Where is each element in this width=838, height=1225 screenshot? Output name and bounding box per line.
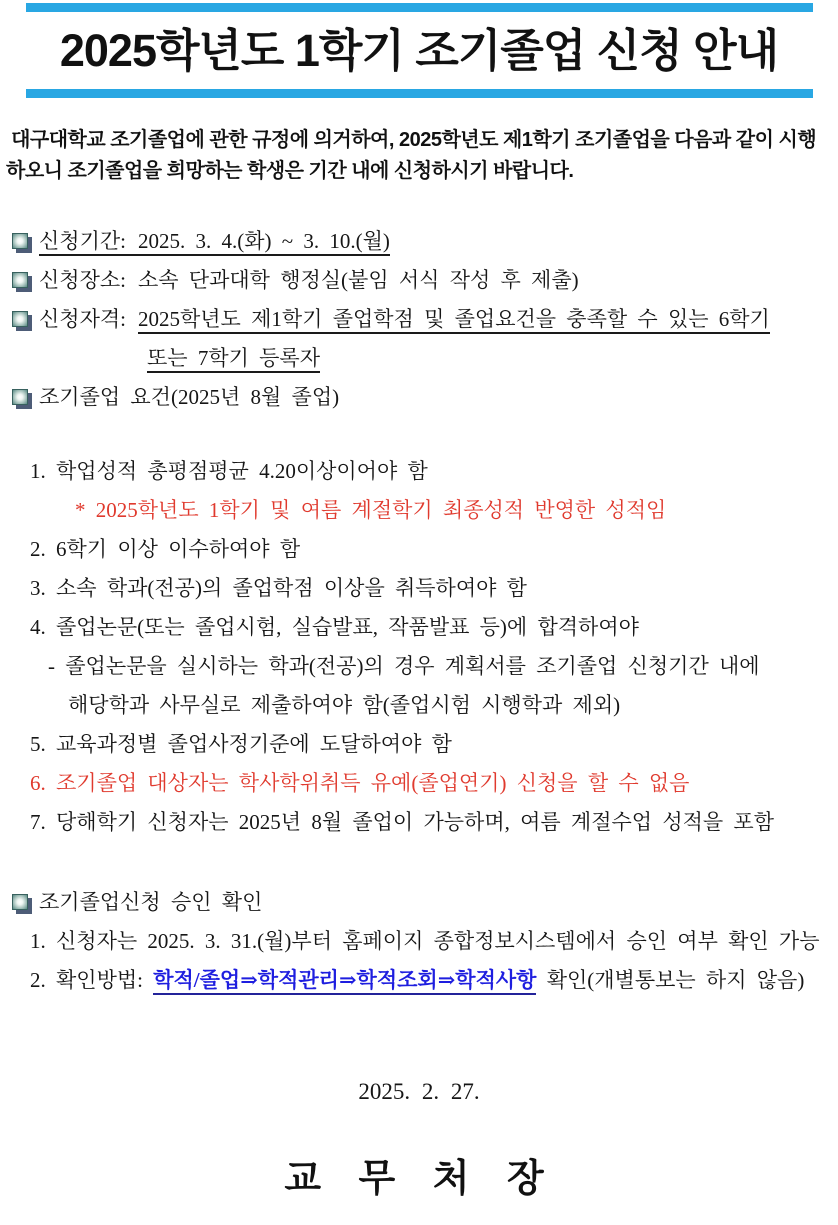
intro-line-2: 하오니 조기졸업을 희망하는 학생은 기간 내에 신청하시기 바랍니다. bbox=[6, 160, 574, 182]
square-bullet-icon bbox=[12, 311, 28, 327]
requirement-item-4: 4. 졸업논문(또는 졸업시험, 실습발표, 작품발표 등)에 합격하여야 bbox=[30, 615, 639, 639]
requirement-item-1: 1. 학업성적 총평점평균 4.20이상이어야 함 bbox=[30, 459, 428, 483]
square-bullet-icon bbox=[12, 389, 28, 405]
document-date: 2025. 2. 27. bbox=[358, 1079, 480, 1104]
apply-place-label: 신청장소: bbox=[39, 268, 126, 292]
square-bullet-icon bbox=[12, 233, 28, 249]
intro-line-1: 대구대학교 조기졸업에 관한 규정에 의거하여, 2025학년도 제1학기 조기졸업을 다음과 같이 시행 bbox=[6, 129, 817, 151]
requirement-item-1-note: * 2025학년도 1학기 및 여름 계절학기 최종성적 반영한 성적임 bbox=[75, 498, 667, 522]
apply-eligibility-row bbox=[0, 307, 838, 332]
apply-period-row bbox=[0, 229, 838, 254]
requirement-item-5: 5. 교육과정별 졸업사정기준에 도달하여야 함 bbox=[30, 732, 452, 756]
page-title: 2025학년도 1학기 조기졸업 신청 안내 bbox=[59, 25, 779, 76]
square-bullet-icon bbox=[12, 272, 28, 288]
apply-place-value: 소속 단과대학 행정실(붙임 서식 작성 후 제출) bbox=[137, 268, 579, 292]
requirement-item-4-sub-2: 해당학과 사무실로 제출하여야 함(졸업시험 시행학과 제외) bbox=[68, 693, 621, 717]
requirement-item-2: 2. 6학기 이상 이수하여야 함 bbox=[30, 537, 301, 561]
apply-place-row bbox=[0, 268, 838, 293]
title-underline-bar bbox=[26, 89, 813, 98]
apply-eligibility-value-line2: 또는 7학기 등록자 bbox=[147, 346, 320, 373]
approval-header: 조기졸업신청 승인 확인 bbox=[39, 890, 263, 914]
approval-item-2-suffix: 확인(개별통보는 하지 않음) bbox=[546, 968, 805, 992]
approval-item-2-prefix: 2. 확인방법: bbox=[30, 968, 143, 992]
requirement-item-7: 7. 당해학기 신청자는 2025년 8월 졸업이 가능하며, 여름 계절수업 성적을 포함 bbox=[30, 810, 775, 834]
apply-period-value: 2025. 3. 4.(화) ~ 3. 10.(월) bbox=[137, 229, 390, 253]
apply-eligibility-value-line1: 2025학년도 제1학기 졸업학점 및 졸업요건을 충족할 수 있는 6학기 bbox=[138, 307, 770, 334]
requirement-item-4-sub-1: - 졸업논문을 실시하는 학과(전공)의 경우 계획서를 조기졸업 신청기간 내에 bbox=[48, 654, 760, 678]
approval-item-2 bbox=[0, 968, 838, 993]
square-bullet-icon bbox=[12, 894, 28, 910]
top-accent-bar bbox=[26, 3, 813, 12]
requirements-header: 조기졸업 요건(2025년 8월 졸업) bbox=[39, 385, 340, 409]
requirement-item-6: 6. 조기졸업 대상자는 학사학위취득 유예(졸업연기) 신청을 할 수 없음 bbox=[30, 771, 690, 795]
approval-item-1: 1. 신청자는 2025. 3. 31.(월)부터 홈페이지 종합정보시스템에서 승인 여부 확인 가능 bbox=[30, 929, 820, 953]
requirement-item-3: 3. 소속 학과(전공)의 졸업학점 이상을 취득하여야 함 bbox=[30, 576, 527, 600]
announcement-document bbox=[0, 3, 838, 1225]
requirements-list bbox=[0, 459, 838, 835]
approval-header-row bbox=[0, 890, 838, 915]
apply-eligibility-row-continued bbox=[0, 346, 838, 371]
requirements-header-row bbox=[0, 385, 838, 410]
intro-paragraph bbox=[6, 125, 834, 187]
approval-menu-path: 학적/졸업⇒학적관리⇒학적조회⇒학적사항 bbox=[153, 968, 536, 995]
apply-eligibility-label: 신청자격: bbox=[39, 307, 126, 331]
approval-section bbox=[0, 890, 838, 993]
application-info-list bbox=[0, 229, 838, 410]
apply-period-label: 신청기간: bbox=[39, 229, 126, 253]
signer-title: 교 무 처 장 bbox=[284, 1158, 554, 1200]
apply-period-text bbox=[39, 229, 390, 256]
